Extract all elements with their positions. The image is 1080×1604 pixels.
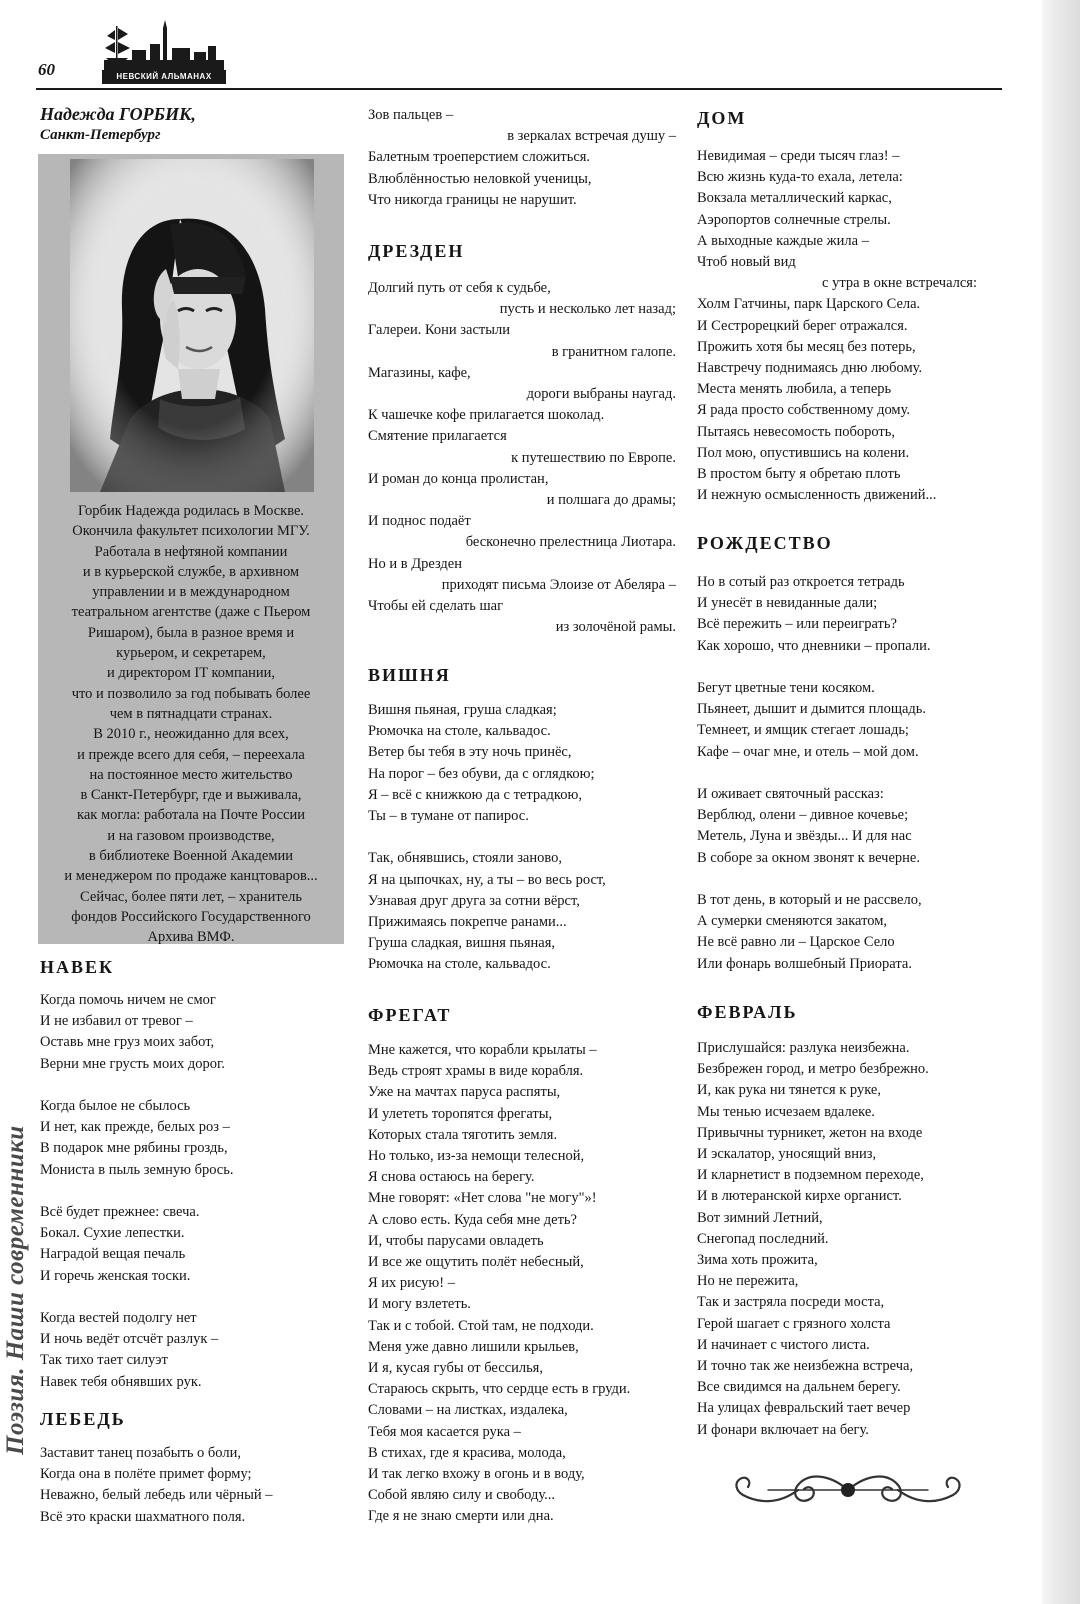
poem-title-lebed: ЛЕБЕДЬ (40, 1409, 126, 1429)
poem-line: Ветер бы тебя в эту ночь принёс, (368, 744, 572, 761)
poem-line: Рюмочка на столе, кальвадос. (368, 723, 551, 740)
poem-line: Привычны турникет, жетон на входе (697, 1124, 923, 1141)
poem-title-fregat: ФРЕГАТ (368, 1005, 452, 1025)
poem-line: И ночь ведёт отсчёт разлук – (40, 1331, 219, 1348)
poem-line: Кафе – очаг мне, и отель – мой дом. (697, 743, 919, 760)
author-portrait-image (70, 159, 314, 492)
poem-navek (40, 990, 233, 1393)
stanza-gap (40, 1075, 233, 1096)
poem-line: Холм Гатчины, парк Царского Села. (697, 296, 921, 313)
poem-line: пусть и несколько лет назад; (499, 301, 676, 318)
poem-line: И так легко вхожу в огонь и в воду, (368, 1466, 585, 1483)
author-photo (70, 159, 314, 492)
poem-line: Но в сотый раз откроется тетрадь (697, 574, 905, 590)
poem-line: Вокзала металлический каркас, (697, 190, 892, 207)
poem-line: Всё пережить – или переиграть? (697, 616, 897, 633)
poem-line: Которых стала тяготить земля. (368, 1126, 558, 1143)
poem-line: Метель, Луна и звёзды... И для нас (697, 828, 912, 845)
poem-line: Когда она в полёте примет форму; (40, 1466, 252, 1483)
poem-line: И эскалатор, уносящий вниз, (697, 1146, 877, 1163)
poem-title-rozhdestvo: РОЖДЕСТВО (697, 533, 833, 553)
bio-line: в Санкт-Петербург, где и выживала, (80, 787, 302, 804)
poem-line: И все же ощутить полёт небесный, (368, 1254, 584, 1271)
poem-line: Собой являю силу и свободу... (368, 1487, 556, 1504)
author-bio-box (38, 154, 344, 944)
poem-line: Галереи. Кони застыли (368, 322, 510, 339)
poem-line: Места менять любила, а теперь (697, 381, 892, 398)
page-number: 60 (38, 60, 55, 79)
poem-lebed-continued (368, 105, 676, 211)
bio-line: чем в пятнадцати странах. (109, 705, 273, 722)
poem-line: И начинает с чистого листа. (697, 1336, 870, 1353)
poem-line: Чтоб новый вид (697, 254, 796, 271)
bio-line: и в курьерской службе, в архивном (82, 563, 300, 580)
bio-line: фондов Российского Государственного (71, 908, 311, 925)
poem-line: И унесёт в невиданные дали; (697, 595, 878, 612)
poem-line: к путешествию по Европе. (511, 449, 676, 466)
poem-line: Когда былое не сбылось (40, 1098, 191, 1114)
poem-line: из золочёной рамы. (555, 619, 676, 636)
stanza-gap (40, 1181, 233, 1202)
poem-line: Балетным троеперстием сложиться. (368, 149, 591, 166)
stanza-gap (40, 1287, 233, 1308)
poem-line: В подарок мне рябины гроздь, (40, 1140, 228, 1157)
almanac-logo (102, 20, 226, 84)
author-city: Санкт-Петербург (40, 127, 161, 143)
poem-line: И нет, как прежде, белых роз – (40, 1119, 230, 1136)
poem-line: В тот день, в который и не рассвело, (697, 892, 922, 908)
poem-fevral (697, 1038, 929, 1441)
poem-line: Или фонарь волшебный Приората. (697, 955, 912, 972)
poem-line: Всё это краски шахматного поля. (40, 1508, 246, 1525)
poem-line: Оставь мне груз моих забот, (40, 1034, 215, 1051)
poem-line: И могу взлететь. (368, 1296, 471, 1313)
poem-dom (697, 146, 977, 506)
poem-line: Как хорошо, что дневники – пропали. (697, 637, 931, 654)
header-rule (36, 88, 1002, 90)
stanza-gap (697, 657, 930, 678)
poem-title-vishnya: ВИШНЯ (368, 665, 451, 685)
poem-line: Пол мою, опустившись на колени. (697, 444, 910, 461)
poem-line: с утра в окне встречался: (822, 275, 977, 292)
bio-line: Работала в нефтяной компании (94, 543, 288, 560)
poem-line: Темнеет, и ямщик стегает лошадь; (697, 722, 909, 739)
poem-line: Смятение прилагается (368, 428, 507, 445)
poem-line: Но и в Дрезден (368, 555, 462, 572)
poem-line: Наградой вещая печаль (40, 1246, 186, 1263)
poem-title-fevral: ФЕВРАЛЬ (697, 1002, 798, 1022)
poem-line: Мониста в пыль земную брось. (40, 1161, 234, 1178)
poem-line: Прислушайся: разлука неизбежна. (697, 1040, 910, 1056)
poem-line: Так и застряла посреди моста, (697, 1294, 885, 1311)
poem-line: Снегопад последний. (697, 1230, 829, 1247)
poem-line: Меня уже давно лишили крыльев, (368, 1338, 579, 1355)
poem-line: Все свидимся на дальнем берегу. (697, 1379, 901, 1396)
poem-line: И улететь торопятся фрегаты, (368, 1105, 553, 1122)
poem-line: Безбрежен город, и метро безбрежно. (697, 1061, 929, 1078)
poem-line: И фонари включает на бегу. (697, 1421, 869, 1438)
poem-line: Навек тебя обнявших рук. (40, 1373, 202, 1390)
poem-line: И кларнетист в подземном переходе, (697, 1167, 924, 1184)
bio-line: курьером, и секретарем, (116, 645, 266, 662)
poem-line: И Сестрорецкий берег отражался. (697, 317, 908, 334)
poem-line: Словами – на листках, издалека, (368, 1402, 568, 1419)
poem-rozhdestvo (697, 572, 930, 975)
section-side-label: Поэзия. Наши современники (2, 1125, 29, 1455)
poem-line: Где я не знаю смерти или дна. (368, 1508, 554, 1525)
ship-and-city-icon (102, 20, 226, 70)
bio-line: и прежде всего для себя, – переехала (77, 746, 305, 763)
poem-lebed (40, 1443, 272, 1528)
poem-line: Так и с тобой. Стой там, не подходи. (368, 1317, 594, 1334)
poem-line: Заставит танец позабыть о боли, (40, 1445, 241, 1461)
poem-line: Всю жизнь куда-то ехала, летела: (697, 169, 903, 186)
poem-line: Верни мне грусть моих дорог. (40, 1055, 225, 1072)
poem-line: Вот зимний Летний, (697, 1209, 823, 1226)
poem-line: В простом быту я обретаю плоть (697, 466, 901, 483)
bio-line: В 2010 г., неожиданно для всех, (93, 726, 289, 743)
bio-line: театральном агентстве (даже с Пьером (71, 604, 311, 621)
page-edge-shadow (1042, 0, 1080, 1604)
poem-line: Груша сладкая, вишня пьяная, (368, 935, 556, 952)
poem-line: и полшага до драмы; (546, 492, 676, 509)
poem-line: Я рада просто собственному дому. (697, 402, 911, 419)
poem-line: Навстречу поднимаясь дню любому. (697, 360, 923, 377)
stanza-gap (368, 827, 606, 848)
poem-line: Я – всё с книжкою да с тетрадкою, (368, 786, 582, 803)
poem-line: И в лютеранской кирхе органист. (697, 1188, 902, 1205)
poem-line: Я снова остаюсь на берегу. (368, 1169, 535, 1186)
poem-title-navek: НАВЕК (40, 957, 115, 977)
poem-line: Так тихо тает силуэт (40, 1352, 168, 1369)
poem-title-drezden: ДРЕЗДЕН (368, 241, 465, 261)
poem-line: Рюмочка на столе, кальвадос. (368, 956, 551, 973)
poem-line: в зеркалах встречая душу – (507, 128, 676, 145)
poem-line: А слово есть. Куда себя мне деть? (368, 1211, 577, 1228)
poem-line: Но не пережита, (697, 1273, 799, 1290)
poem-line: Герой шагает с грязного холста (697, 1315, 891, 1332)
stanza-gap (697, 869, 930, 890)
poem-line: Ведь строят храмы в виде корабля. (368, 1063, 584, 1080)
poem-line: На улицах февральский тает вечер (697, 1400, 911, 1417)
poem-line: Невидимая – среди тысяч глаз! – (697, 148, 900, 164)
bio-line: Архива ВМФ. (147, 929, 235, 946)
bio-line: что и позволило за год побывать более (71, 685, 311, 702)
poem-line: Так, обнявшись, стояли заново, (368, 850, 562, 867)
poem-line: Мне говорят: «Нет слова "не могу"»! (368, 1190, 597, 1207)
bio-line: Окончила факультет психологии МГУ. (72, 523, 310, 540)
bio-line: Ришаром), была в разное время и (87, 624, 295, 641)
bio-line: управлении и в международном (92, 584, 290, 601)
author-name: Надежда ГОРБИК, (40, 104, 196, 124)
poem-line: Прожить хотя бы месяц без потерь, (697, 338, 916, 355)
poem-line: Верблюд, олени – дивное кочевье; (697, 807, 909, 824)
poem-line: Аэропортов солнечные стрелы. (697, 211, 891, 228)
poem-vishnya (368, 700, 606, 976)
poem-line: Вишня пьяная, груша сладкая; (368, 702, 557, 718)
poem-line: в гранитном галопе. (551, 343, 676, 360)
bio-line: Горбик Надежда родилась в Москве. (77, 503, 305, 519)
poem-line: А выходные каждые жила – (697, 232, 869, 249)
stanza-gap (697, 763, 930, 784)
poem-line: Прижимаясь покрепче ранами... (368, 914, 567, 931)
poem-line: И я, кусая губы от бессилья, (368, 1360, 543, 1377)
bio-line: как могла: работала на Почте России (77, 807, 305, 824)
poem-line: Ты – в тумане от папирос. (368, 808, 529, 825)
poem-line: К чашечке кофе прилагается шоколад. (368, 407, 605, 424)
poem-line: Неважно, белый лебедь или чёрный – (40, 1487, 273, 1504)
poem-line: А сумерки сменяются закатом, (697, 913, 888, 930)
poem-line: И горечь женская тоски. (40, 1267, 191, 1284)
poem-line: И роман до конца пролистан, (368, 470, 549, 487)
poem-line: Не всё равно ли – Царское Село (697, 934, 895, 951)
poem-line: Но только, из-за немощи телесной, (368, 1148, 585, 1165)
poem-line: И не избавил от тревог – (40, 1013, 193, 1030)
bio-line: и директором IT компании, (106, 665, 276, 682)
poem-line: дороги выбраны наугад. (526, 386, 676, 403)
poem-line: На порог – без обуви, да с оглядкою; (368, 765, 595, 782)
author-bio (38, 501, 344, 948)
page-header (0, 0, 1040, 100)
poem-line: И, чтобы парусами овладеть (368, 1232, 544, 1249)
poem-title-dom: ДОМ (697, 108, 747, 128)
poem-line: Узнавая друг друга за сотни вёрст, (368, 892, 580, 909)
poem-line: Когда помочь ничем не смог (40, 992, 216, 1008)
bio-line: в библиотеке Военной Академии (88, 848, 294, 865)
poem-line: Я на цыпочках, ну, а ты – во весь рост, (368, 871, 606, 888)
poem-line: Чтобы ей сделать шаг (368, 598, 504, 615)
poem-line: Что никогда границы не нарушит. (368, 191, 577, 208)
poem-drezden (368, 278, 676, 638)
bio-line: на постоянное место жительство (89, 766, 293, 783)
almanac-logo-text: НЕВСКИЙ АЛЬМАНАХ (102, 70, 226, 84)
poem-line: Влюблённостью неловкой ученицы, (368, 170, 592, 187)
bio-line: и менеджером по продаже канцтоваров... (64, 868, 318, 885)
poem-line: Я их рисую! – (368, 1275, 455, 1292)
poem-line: Пытаясь невесомость побороть, (697, 423, 895, 440)
poem-line: В стихах, где я красива, молода, (368, 1444, 566, 1461)
poem-line: И оживает святочный рассказ: (697, 786, 884, 802)
poem-line: Мы тенью исчезаем вдалеке. (697, 1103, 875, 1120)
poem-line: Тебя моя касается рука – (368, 1423, 521, 1440)
poem-line: Всё будет прежнее: свеча. (40, 1204, 200, 1220)
bio-line: Сейчас, более пяти лет, – хранитель (80, 888, 302, 905)
poem-line: Бокал. Сухие лепестки. (40, 1225, 185, 1242)
poem-line: Зима хоть прожита, (697, 1252, 818, 1269)
poem-line: Долгий путь от себя к судьбе, (368, 280, 551, 296)
poem-line: Стараюсь скрыть, что сердце есть в груди. (368, 1381, 631, 1398)
bio-line: и на газовом производстве, (107, 827, 275, 844)
poem-line: Уже на мачтах паруса распяты, (368, 1084, 561, 1101)
poem-line: И нежную осмысленность движений... (697, 487, 937, 504)
poem-fregat (368, 1040, 630, 1528)
poem-line: Пьянеет, дышит и дымится площадь. (697, 701, 927, 718)
poem-line: бесконечно прелестница Лиотара. (465, 534, 676, 551)
poem-line: И точно так же неизбежна встреча, (697, 1358, 914, 1375)
poem-line: Зов пальцев – (368, 107, 454, 123)
poem-line: приходят письма Элоизе от Абеляра – (441, 576, 676, 593)
poem-line: Мне кажется, что корабли крылаты – (368, 1042, 597, 1058)
poem-line: Магазины, кафе, (368, 364, 471, 381)
poem-line: В соборе за окном звонят к вечерне. (697, 849, 920, 866)
poem-line: Когда вестей подолгу нет (40, 1310, 197, 1326)
poem-line: И поднос подаёт (368, 513, 471, 530)
poem-line: Бегут цветные тени косяком. (697, 680, 875, 696)
flourish-ornament-icon (728, 1465, 968, 1515)
poem-line: И, как рука ни тянется к руке, (697, 1082, 881, 1099)
